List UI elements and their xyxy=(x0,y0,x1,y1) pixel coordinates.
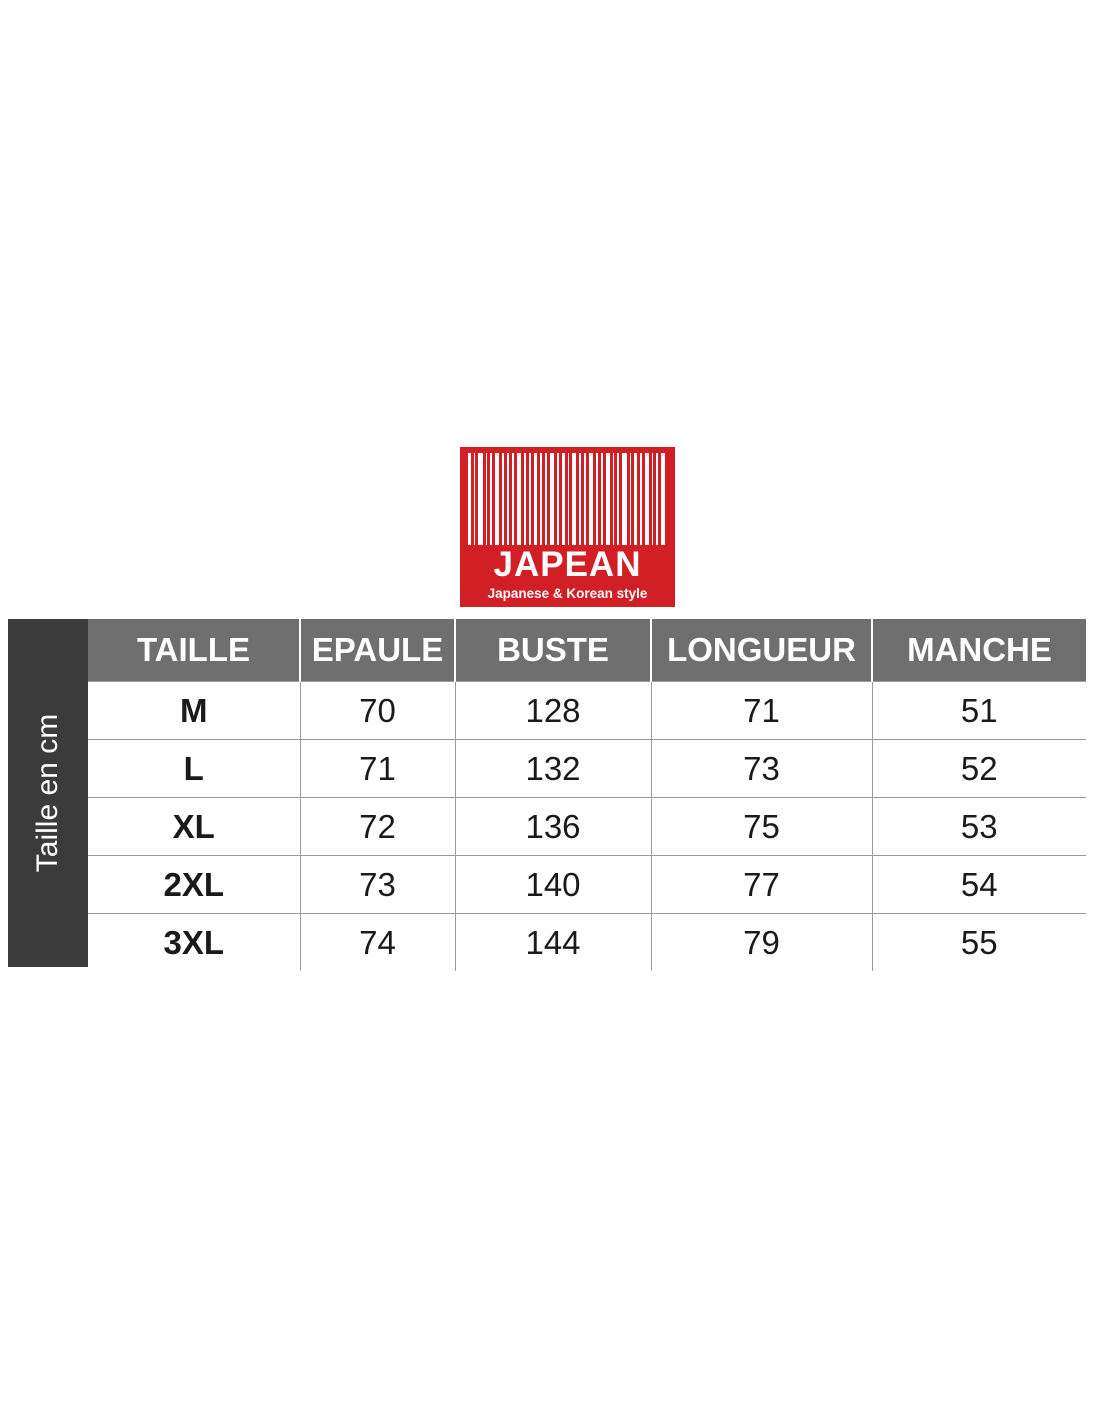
cell-buste: 128 xyxy=(455,682,651,740)
column-header-manche: MANCHE xyxy=(872,619,1086,682)
table-row xyxy=(88,682,1086,740)
cell-buste: 140 xyxy=(455,856,651,914)
brand-logo xyxy=(460,447,675,607)
cell-size: L xyxy=(88,740,300,798)
column-header-longueur: LONGUEUR xyxy=(651,619,872,682)
cell-size: 3XL xyxy=(88,914,300,972)
cell-size: 2XL xyxy=(88,856,300,914)
column-header-epaule: EPAULE xyxy=(300,619,455,682)
cell-epaule: 71 xyxy=(300,740,455,798)
size-chart xyxy=(8,619,1086,967)
cell-longueur: 79 xyxy=(651,914,872,972)
cell-longueur: 75 xyxy=(651,798,872,856)
cell-manche: 55 xyxy=(872,914,1086,972)
column-header-buste: BUSTE xyxy=(455,619,651,682)
cell-epaule: 73 xyxy=(300,856,455,914)
table-row xyxy=(88,798,1086,856)
table-row xyxy=(88,914,1086,972)
cell-epaule: 72 xyxy=(300,798,455,856)
cell-size: M xyxy=(88,682,300,740)
barcode-icon xyxy=(468,453,668,545)
table-header xyxy=(88,619,1086,682)
cell-buste: 132 xyxy=(455,740,651,798)
cell-manche: 52 xyxy=(872,740,1086,798)
cell-buste: 144 xyxy=(455,914,651,972)
cell-manche: 51 xyxy=(872,682,1086,740)
column-header-taille: TAILLE xyxy=(88,619,300,682)
size-table xyxy=(88,619,1086,971)
cell-longueur: 73 xyxy=(651,740,872,798)
chart-side-label xyxy=(8,619,88,967)
brand-name: JAPEAN xyxy=(493,545,642,584)
cell-buste: 136 xyxy=(455,798,651,856)
cell-manche: 54 xyxy=(872,856,1086,914)
brand-tagline: Japanese & Korean style xyxy=(487,586,648,601)
table-body xyxy=(88,682,1086,972)
table-row xyxy=(88,740,1086,798)
table-header-row xyxy=(88,619,1086,682)
cell-longueur: 77 xyxy=(651,856,872,914)
chart-side-label-text: Taille en cm xyxy=(31,713,64,873)
cell-size: XL xyxy=(88,798,300,856)
cell-epaule: 70 xyxy=(300,682,455,740)
table-row xyxy=(88,856,1086,914)
cell-manche: 53 xyxy=(872,798,1086,856)
cell-epaule: 74 xyxy=(300,914,455,972)
cell-longueur: 71 xyxy=(651,682,872,740)
